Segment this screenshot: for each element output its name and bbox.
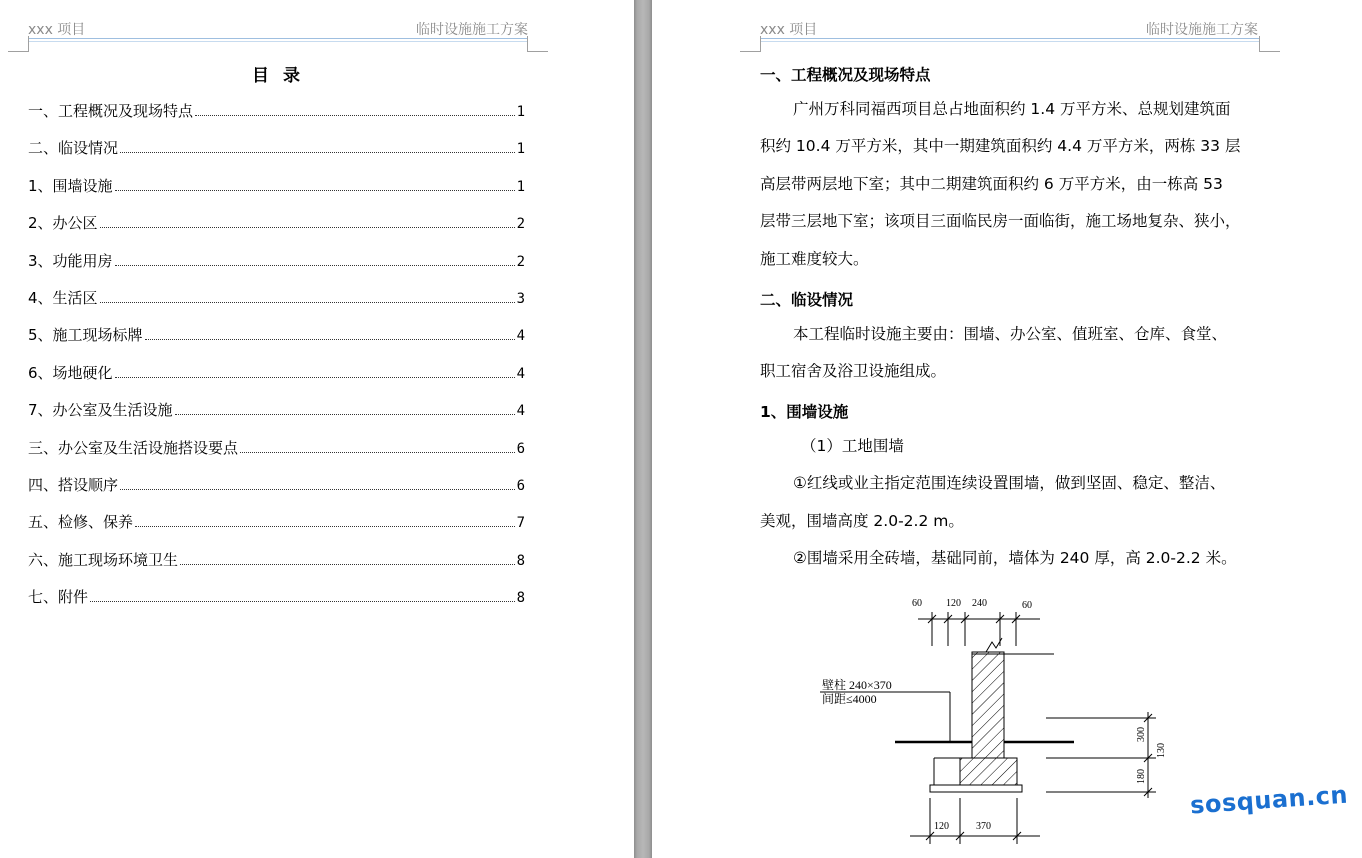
text-line: 高层带两层地下室；其中二期建筑面积约 6 万平方米，由一栋高 53	[760, 174, 1223, 193]
dim-label: 240	[972, 598, 987, 609]
toc-entry[interactable]	[28, 437, 525, 474]
dim-label: 180	[1136, 769, 1147, 784]
margin-corner-mark	[1259, 36, 1280, 52]
toc-entry[interactable]	[28, 212, 525, 249]
toc-leader-dots	[100, 227, 515, 228]
dim-label: 120	[946, 598, 961, 609]
toc-entry[interactable]	[28, 549, 525, 586]
section-heading: 一、工程概况及现场特点	[760, 66, 931, 84]
toc-page-number: 4	[516, 328, 525, 345]
toc-entry[interactable]	[28, 474, 525, 511]
left-page	[0, 0, 634, 858]
text-line: 积约 10.4 万平方米，其中一期建筑面积约 4.4 万平方米，两栋 33 层	[760, 137, 1241, 156]
margin-corner-mark	[740, 36, 761, 52]
toc-leader-dots	[120, 489, 515, 490]
wall-section-drawing	[800, 592, 1180, 858]
text-line: 施工难度较大。	[760, 249, 869, 268]
toc-leader-dots	[90, 601, 515, 602]
toc-entry[interactable]	[28, 324, 525, 361]
header-title: 临时设施施工方案	[416, 22, 528, 38]
toc-entry[interactable]	[28, 511, 525, 548]
table-of-contents	[28, 100, 525, 623]
toc-entry-text: 一、工程概况及现场特点	[28, 102, 194, 120]
toc-leader-dots	[195, 115, 515, 116]
toc-entry[interactable]	[28, 175, 525, 212]
spacing-label: 间距≤4000	[822, 692, 877, 706]
section-heading: 二、临设情况	[760, 291, 854, 309]
header-project: xxx 项目	[28, 22, 86, 38]
toc-entry[interactable]	[28, 287, 525, 324]
toc-page-number: 1	[516, 178, 525, 195]
toc-title: 目 录	[252, 66, 304, 86]
toc-page-number: 1	[516, 104, 525, 120]
text-line: 层带三层地下室；该项目三面临民房一面临街，施工场地复杂、狭小，	[760, 212, 1241, 231]
toc-entry-text: 四、搭设顺序	[28, 475, 119, 494]
toc-entry-text: 七、附件	[28, 588, 89, 607]
dim-label: 60	[912, 598, 922, 609]
toc-entry-text: 1、围墙设施	[28, 176, 113, 195]
text-line: 职工宿舍及浴卫设施组成。	[760, 362, 947, 381]
margin-corner-mark	[8, 36, 29, 52]
header-project: xxx 项目	[760, 22, 818, 38]
toc-page-number: 2	[516, 216, 525, 233]
toc-entry-text: 三、办公室及生活设施搭设要点	[28, 438, 239, 457]
toc-leader-dots	[145, 339, 515, 340]
header-rule	[760, 38, 1260, 39]
sub-heading: （1）工地围墙	[801, 437, 904, 455]
text-line: ②围墙采用全砖墙，基础同前，墙体为 240 厚，高 2.0-2.2 米。	[793, 549, 1237, 568]
toc-leader-dots	[180, 564, 515, 565]
text-line: ①红线或业主指定范围连续设置围墙，做到坚固、稳定、整洁、	[793, 474, 1226, 493]
pilaster-label: 壁柱 240×370	[822, 678, 892, 692]
toc-leader-dots	[115, 265, 515, 266]
toc-page-number: 3	[516, 290, 525, 307]
dim-label: 130	[1156, 743, 1167, 758]
toc-entry-text: 六、施工现场环境卫生	[28, 550, 179, 569]
watermark-logo: sosquan.cn	[1189, 780, 1349, 820]
text-line: 广州万科同福西项目总占地面积约 1.4 万平方米、总规划建筑面	[793, 100, 1231, 118]
toc-page-number: 2	[516, 253, 525, 270]
text-line: 本工程临时设施主要由：围墙、办公室、值班室、仓库、食堂、	[793, 325, 1228, 343]
toc-leader-dots	[120, 152, 515, 153]
toc-leader-dots	[100, 302, 515, 303]
toc-entry[interactable]	[28, 586, 525, 623]
dim-label: 370	[976, 821, 991, 832]
toc-entry-text: 五、检修、保养	[28, 513, 134, 532]
paragraph-overview	[760, 91, 1260, 278]
margin-corner-mark	[527, 36, 548, 52]
toc-leader-dots	[175, 414, 515, 415]
toc-page-number: 4	[516, 403, 525, 420]
subsection-heading: 1、围墙设施	[760, 403, 849, 421]
toc-entry-text: 7、办公室及生活设施	[28, 401, 173, 420]
page-gutter	[634, 0, 652, 858]
toc-entry-text: 2、办公区	[28, 214, 98, 233]
toc-page-number: 4	[516, 365, 525, 382]
header-title: 临时设施施工方案	[1146, 22, 1258, 38]
toc-leader-dots	[115, 377, 515, 378]
dim-label: 60	[1022, 600, 1032, 611]
toc-page-number: 7	[516, 515, 525, 532]
toc-entry-text: 5、施工现场标牌	[28, 326, 143, 345]
toc-page-number: 6	[516, 440, 525, 457]
toc-page-number: 8	[516, 552, 525, 569]
toc-page-number: 6	[516, 477, 525, 494]
toc-leader-dots	[135, 526, 515, 527]
toc-entry-text: 4、生活区	[28, 288, 98, 307]
toc-entry[interactable]	[28, 100, 525, 137]
toc-entry[interactable]	[28, 362, 525, 399]
text-line: 美观，围墙高度 2.0-2.2 m。	[760, 511, 964, 530]
toc-leader-dots	[115, 190, 515, 191]
dim-label: 300	[1136, 727, 1147, 742]
toc-entry[interactable]	[28, 250, 525, 287]
header-rule	[28, 38, 528, 39]
toc-entry[interactable]	[28, 399, 525, 436]
toc-entry-text: 二、临设情况	[28, 139, 119, 158]
toc-leader-dots	[240, 452, 515, 453]
toc-entry[interactable]	[28, 137, 525, 174]
dim-label: 120	[934, 821, 949, 832]
paragraph-wall	[760, 428, 1260, 578]
toc-page-number: 8	[516, 590, 525, 607]
toc-entry-text: 3、功能用房	[28, 251, 113, 270]
toc-page-number: 1	[516, 141, 525, 158]
paragraph-facilities	[760, 316, 1260, 391]
toc-entry-text: 6、场地硬化	[28, 363, 113, 382]
